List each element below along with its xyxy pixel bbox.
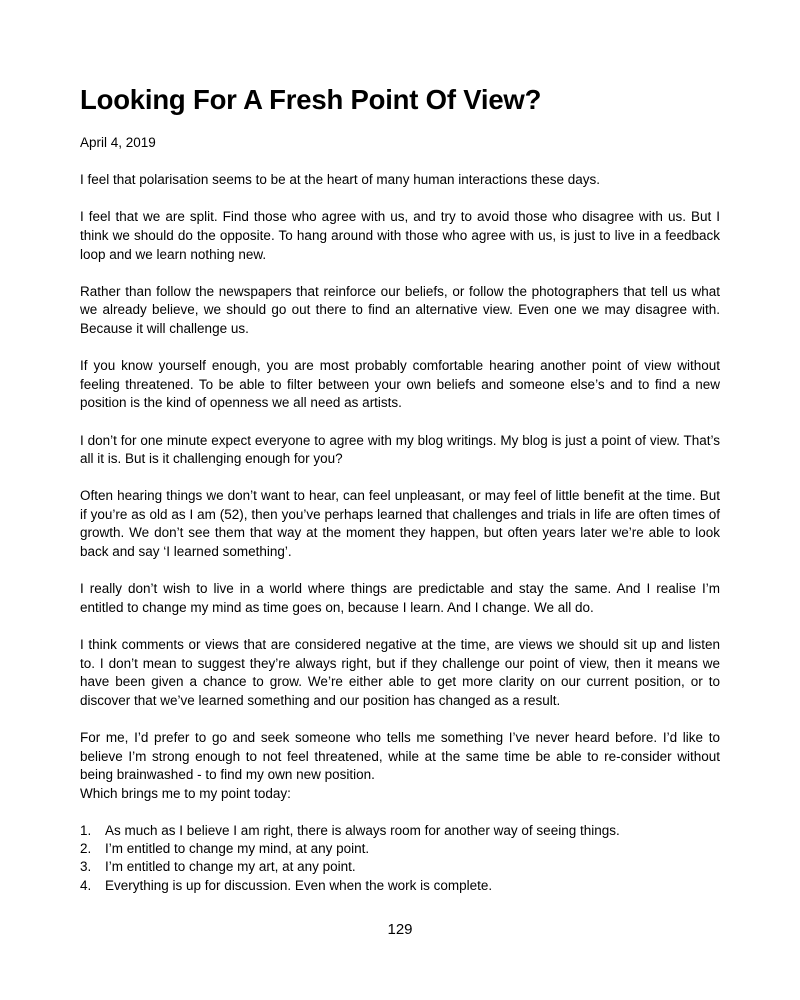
paragraph-8: I think comments or views that are considered negative at the time, are views we should sit up and listen to. I don’t mean to suggest they’re always right, but if they challenge our point of view, then it means we have been given a chance to grow. We’re either able to get more clarity on our current position, or to discover that we’ve learned something and our position has changed as a result. [80, 637, 720, 708]
list-number: 4. [80, 877, 92, 893]
paragraph-7: I really don’t wish to live in a world where things are predictable and stay the same. And I realise I’m entitled to change my mind as time goes on, because I learn. And I change. We all do. [80, 581, 720, 615]
list-text: I’m entitled to change my art, at any point. [105, 859, 356, 875]
list-text: Everything is up for discussion. Even when the work is complete. [105, 877, 493, 893]
article-date: April 4, 2019 [80, 135, 156, 150]
page-number: 129 [387, 921, 413, 938]
paragraph-3: Rather than follow the newspapers that reinforce our beliefs, or follow the photographers that tell us what we already believe, we should go out there to find an alternative view. Even one we may disagree with. Because it will challenge us. [80, 283, 720, 336]
paragraph-9: For me, I’d prefer to go and seek someone who tells me something I’ve never heard before. I’d like to believe I’m strong enough to not feel threatened, while at the same time be able to re-consider without being brainwashed - to find my own new position. [80, 730, 720, 783]
list-item [80, 858, 720, 876]
list-number: 3. [80, 859, 92, 875]
list-text: As much as I believe I am right, there is always room for another way of seeing things. [105, 822, 620, 838]
paragraph-6: Often hearing things we don’t want to hear, can feel unpleasant, or may feel of little benefit at the time. But if you’re as old as I am (52), then you’ve perhaps learned that challenges and trials in life are often times of growth. We don’t see them that way at the moment they happen, but often years later we’re able to look back and say ‘I learned something’. [80, 488, 720, 560]
list-number: 2. [80, 841, 92, 857]
list-item [80, 840, 720, 858]
list-text: I’m entitled to change my mind, at any point. [105, 841, 370, 857]
list-item [80, 877, 720, 895]
article [80, 84, 720, 895]
article-title: Looking For A Fresh Point Of View? [80, 84, 542, 115]
list-item [80, 822, 720, 840]
paragraph-4: If you know yourself enough, you are most probably comfortable hearing another point of view without feeling threatened. To be able to filter between your own beliefs and someone else’s and to find a new position is the kind of openness we all need as artists. [80, 358, 720, 411]
paragraph-5: I don’t for one minute expect everyone to agree with my blog writings. My blog is just a point of view. That’s all it is. But is it challenging enough for you? [80, 432, 720, 467]
paragraph-1: I feel that polarisation seems to be at the heart of many human interactions these days. [80, 172, 601, 188]
paragraph-2: I feel that we are split. Find those who agree with us, and try to avoid those who disagree with us. But I think we should do the opposite. To hang around with those who agree with us, is just to live in a feedback loop and we learn nothing new. [80, 209, 720, 262]
list-lead-in: Which brings me to my point today: [80, 785, 291, 801]
points-list [80, 822, 720, 895]
list-number: 1. [80, 822, 92, 838]
